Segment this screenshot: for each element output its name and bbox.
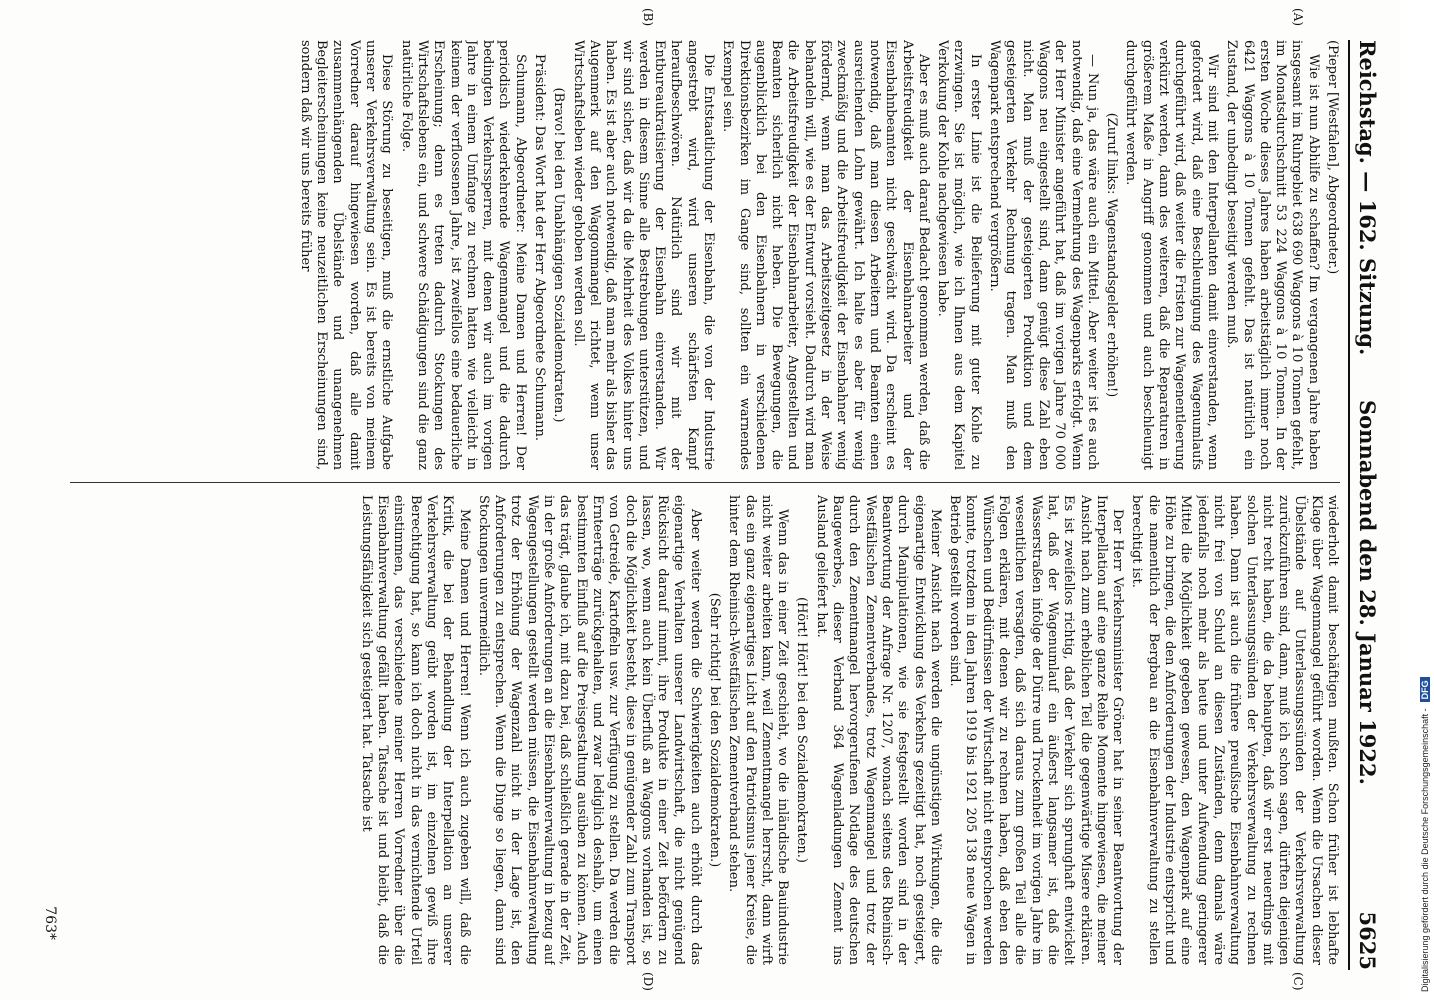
paragraph: Meine Damen und Herren! Wenn ich auch zugeben will, daß die Kritik, die bei der Behandlung der Interpellation an unserer Verkehrsverwaltung geübt worden ist, im einzelnen gewiß ihre Berechtigung hat, so kann ich doch nicht in das vernichtende Urteil einstimmen, das verschiedene meiner Herren Vorredner über die Eisenbahnverwaltung gefällt haben. Tatsache ist und bleibt, daß die Leistungsfähigkeit sich gesteigert hat. Tatsache ist	[358, 495, 472, 965]
left-column	[70, 40, 1340, 470]
margin-marker-d: (D)	[641, 972, 655, 991]
paragraph: Die Entstaatlichung der Eisenbahn, die von der Industrie angestrebt wird, wird unseren schärfsten Kampf heraufbeschwören. Natürlich sind wir mit der Entbureaukratisierung der Eisenbahn einverstanden. Wir werden in diesem Sinne alle Bestrebungen unterstützen, und wir sind sicher, daß wir da die Mehrheit des Volkes hinter uns haben. Es ist aber auch notwendig, daß man mehr als bisher das Augenmerk auf den Waggonmangel richtet, wenn unser Wirtschaftsleben wieder gehoben werden soll.	[570, 40, 717, 470]
paragraph: Schumann, Abgeordneter: Meine Damen und Herren! Der periodisch wiederkehrende Wagenmangel und die dadurch bedingten Verkehrssperren, mit denen wir auch im vorigen Jahre in einem Umfange zu rechnen hatten wie vielleicht in keinem der verflossenen Jahre, ist zweifellos eine bedauerliche Erscheinung; denn es treten dadurch Stockungen des Wirtschaftslebens ein, und schwere Schädigungen sind die ganz natürliche Folge.	[398, 40, 528, 470]
column-divider	[70, 482, 1340, 483]
paragraph: wiederholt damit beschäftigen mußten. Schon früher ist lebhafte Klage über Wagenmangel geführt worden. Wenn die Ursachen dieser Übelstände auf Unterlassungssünden der Verkehrsverwaltung zurückzuführen sind, dann, muß ich schon sagen, dürften diejenigen nicht recht haben, die da behaupten, daß wir erst neuerdings mit solchen Unterlassungssünden der Verkehrsverwaltung zu rechnen haben. Dann ist auch die frühere preußische Eisenbahnverwaltung nicht frei von Schuld an diesen Zuständen, denn damals wäre jedenfalls noch mehr als heute und unter Aufwendung geringerer Mittel die Möglichkeit gegeben gewesen, den Wagenpark auf eine Höhe zu bringen, die den Anforderungen der Industrie entspricht und die namentlich der Bergbau an die Eisenbahnverwaltung zu stellen berechtigt ist.	[1129, 495, 1340, 965]
paragraph: (Pieper [Westfalen], Abgeordneter.)	[1325, 40, 1340, 275]
paragraph: Wie ist nun Abhilfe zu schaffen? Im vergangenen Jahre haben insgesamt im Ruhrgebiet 638 690 Waggons à 10 Tonnen gefehlt, im Monatsdurchschnitt 53 224 Waggons à 10 Tonnen. In der ersten Woche dieses Jahres haben arbeitstäglich immer noch 6421 Waggons à 10 Tonnen gefehlt. Das ist natürlich ein Zustand, der unbedingt beseitigt werden muß.	[1224, 40, 1321, 470]
margin-marker-b: (B)	[641, 8, 655, 27]
paragraph: (Zuruf links: Wagenstandsgelder erhöhen!)	[1104, 112, 1120, 398]
margin-marker-c: (C)	[1291, 972, 1305, 991]
paragraph: Wenn das in einer Zeit geschieht, wo die inländische Bauindustrie nicht weiter arbeiten kann, weil Zementmangel herrscht, dann wirft das ein ganz eigenartiges Licht auf den Patriotismus jener Kreise, die hinter dem Rheinisch-Westfälischen Zementverband stehen.	[726, 495, 791, 965]
page-number: 5625	[1355, 911, 1380, 970]
header-left: Reichstag. — 162. Sitzung.	[1355, 40, 1380, 356]
right-column	[70, 495, 1340, 965]
page-header	[1348, 40, 1382, 970]
paragraph: Diese Störung zu beseitigen, muß die ernstliche Aufgabe unserer Verkehrsverwaltung sein. Es ist bereits von meinem Vorredner darauf hingewiesen worden, daß alle damit zusammenhängenden Übelstände und unangenehmen Begleiterscheinungen keine neuzeitlichen Erscheinungen sind, sondern daß wir uns bereits früher	[297, 40, 395, 470]
header-date: Sonnabend den 28. Januar 1922.	[1355, 400, 1380, 785]
paragraph: (Sehr richtig! bei den Sozialdemokraten.)	[707, 592, 723, 868]
paragraph: (Bravo! bei den Unabhängigen Sozialdemokraten.)	[551, 87, 567, 423]
paragraph: Aber es muß auch darauf Bedacht genommen werden, daß die Arbeitsfreudigkeit der Eisenbahnarbeiter und der Eisenbahnbeamten nicht geschwächt wird. Da erscheint es notwendig, daß man diesen Arbeitern und Beamten einen ausreichenden Lohn gewährt. Ich halte es aber für wenig zweckmäßig und die Arbeitsfreudigkeit der Eisenbahner wenig fördernd, wenn man das Arbeitszeitgesetz in der Weise behandeln will, wie es der Entwurf vorsieht. Dadurch wird man die Arbeitsfreudigkeit der Eisenbahnarbeiter, Angestellten und Beamten sicherlich nicht heben. Die Bewegungen, die augenblicklich bei den Eisenbahnern in verschiedenen Direktionsbezirken im Gange sind, sollten ein warnendes Exempel sein.	[720, 40, 931, 470]
paragraph: Meiner Ansicht nach werden die ungünstigen Wirkungen, die die eigenartige Entwicklung des Verkehrs gezeitigt hat, noch gesteigert, durch Manipulationen, wie sie festgestellt worden sind in der Beantwortung der Anfrage Nr. 1207, wonach seitens des Rheinisch-Westfälischen Zementverbandes, trotz Wagenmangel und trotz der durch den Zementmangel hervorgerufenen Notlage des deutschen Baugewerbes, dieser Verband 364 Wagenladungen Zement ins Ausland geliefert hat.	[813, 495, 943, 965]
paragraph: In erster Linie ist die Belieferung mit guter Kohle zu erzwingen. Sie ist möglich, wie ich Ihnen aus dem Kapitel Verkokung der Kohle nachgewiesen habe.	[935, 40, 983, 470]
credit-text: Digitalisierung gefördert durch die Deutsche Forschungsgemeinschaft -	[1420, 708, 1430, 992]
paragraph: Präsident: Das Wort hat der Herr Abgeordnete Schumann.	[532, 54, 548, 442]
margin-marker-a: (A)	[1291, 8, 1305, 27]
paragraph: — Nun ja, das wäre auch ein Mittel. Aber weiter ist es auch notwendig, daß eine Vermehrung des Wagenparks erfolgt. Wenn der Herr Minister angeführt hat, daß im vorigen Jahre 70 000 Waggons neu eingestellt sind, dann genügt diese Zahl eben nicht. Man muß der gesteigerten Produktion und dem gesteigerten Verkehr Rechnung tragen. Man muß den Wagenpark entsprechend vergrößern.	[987, 40, 1100, 470]
paragraph: Der Herr Verkehrsminister Gröner hat in seiner Beantwortung der Interpellation auf eine ganze Reihe Momente hingewiesen, die meiner Ansicht nach zum erheblichen Teil die gegenwärtige Misere erklären. Es ist zweifellos richtig, daß der Verkehr sich sprunghaft entwickelt hat, daß der Wagenumlauf ein äußerst langsamer ist, daß die Wasserstraßen infolge der Dürre und Trockenheit im vorigen Jahre im wesentlichen versagten, daß sich daraus zum großen Teil alle die Folgen erklären, mit denen wir zu rechnen haben, daß eben den Wünschen und Bedürfnissen der Wirtschaft nicht entsprochen werden konnte, trotzdem in den Jahren 1919 bis 1921 205 138 neue Wagen in Betrieb gestellt worden sind.	[947, 495, 1126, 965]
paragraph: Wir sind mit den Interpellanten damit einverstanden, wenn gefordert wird, daß eine Beschleunigung des Wagenumlaufs durchgeführt wird, daß weiter die Fristen zur Wagenentleerung verkürzt werden, dann des weiteren, daß die Reparaturen in größerem Maße in Angriff genommen und auch beschleunigt durchgeführt werden.	[1123, 40, 1220, 470]
page-footer-number: 763*	[42, 906, 58, 940]
digitization-credit	[1418, 8, 1432, 992]
paragraph: Aber weiter werden die Schwierigkeiten auch erhöht durch das eigenartige Verhalten unserer Landwirtschaft, die nicht genügend Rücksicht darauf nimmt, ihre Produkte in einer Zeit befördern zu lassen, wo, wenn auch kein Überfluß an Waggons vorhanden ist, so doch die Möglichkeit besteht, diese in genügender Zahl zum Transport von Getreide, Kartoffeln usw. zur Verfügung zu stellen. Da werden die Ernteerträge zurückgehalten, und zwar lediglich deshalb, um einen bestimmten Einfluß auf die Preisgestaltung ausüben zu können. Auch das trägt, glaube ich, mit dazu bei, daß schließlich gerade in der Zeit, in der große Anforderungen an die Eisenbahnverwaltung in bezug auf Wagengestellungen gestellt werden müssen, die Eisenbahnverwaltung trotz der Erhöhung der Wagenzahl nicht in der Lage ist, den Anforderungen zu entsprechen. Wenn die Dinge so liegen, dann sind Stockungen unvermeidlich.	[475, 495, 703, 965]
paragraph: (Hört! Hört! bei den Sozialdemokraten.)	[794, 597, 810, 863]
dfg-logo: DFG	[1420, 677, 1430, 702]
